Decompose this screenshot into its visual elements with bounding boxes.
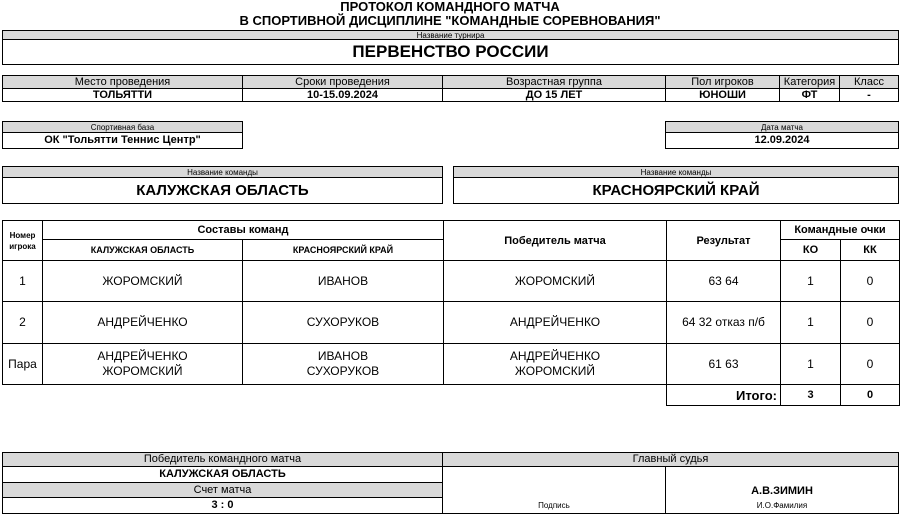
- signature-label: Подпись: [538, 501, 570, 510]
- result-header: Результат: [667, 221, 781, 261]
- venue-label: Спортивная база: [2, 121, 243, 133]
- match-score-label: Счет матча: [2, 482, 443, 498]
- match-winner: АНДРЕЙЧЕНКО ЖОРОМСКИЙ: [444, 344, 667, 385]
- match-result: 61 63: [667, 344, 781, 385]
- judge-name-box: [665, 466, 899, 514]
- gender-label: Пол игроков: [665, 75, 780, 89]
- class-label: Класс: [839, 75, 899, 89]
- category-label: Категория: [779, 75, 840, 89]
- dates-label: Сроки проведения: [242, 75, 443, 89]
- kk-header: КК: [841, 240, 900, 261]
- team2-label: Название команды: [453, 166, 899, 178]
- total-kk: 0: [841, 385, 900, 406]
- team-winner-label: Победитель командного матча: [2, 452, 443, 467]
- totals-row: [3, 385, 900, 406]
- team1-player: ЖОРОМСКИЙ: [43, 261, 243, 302]
- age-value: ДО 15 ЛЕТ: [442, 88, 666, 102]
- winner-header: Победитель матча: [444, 221, 667, 261]
- protocol-title-line2: В СПОРТИВНОЙ ДИСЦИПЛИНЕ "КОМАНДНЫЕ СОРЕВНОВАНИЯ": [239, 13, 661, 28]
- judge-name-caption: И.О.Фамилия: [756, 501, 808, 510]
- team-winner-value: КАЛУЖСКАЯ ОБЛАСТЬ: [2, 466, 443, 483]
- age-label: Возрастная группа: [442, 75, 666, 89]
- kk-value: 0: [841, 344, 900, 385]
- roster-team2-header: КРАСНОЯРСКИЙ КРАЙ: [243, 240, 444, 261]
- place-label: Место проведения: [2, 75, 243, 89]
- match-score-value: 3 : 0: [2, 497, 443, 514]
- table-row: [3, 261, 900, 302]
- kk-value: 0: [841, 302, 900, 344]
- roster-team1-header: КАЛУЖСКАЯ ОБЛАСТЬ: [43, 240, 243, 261]
- signature-box: [442, 466, 666, 514]
- player-number: 1: [3, 261, 43, 302]
- results-table: [2, 220, 900, 406]
- team2-pair: ИВАНОВ СУХОРУКОВ: [243, 344, 444, 385]
- class-value: -: [839, 88, 899, 102]
- match-result: 63 64: [667, 261, 781, 302]
- ko-header: КО: [781, 240, 841, 261]
- match-date-value: 12.09.2024: [665, 132, 899, 149]
- dates-value: 10-15.09.2024: [242, 88, 443, 102]
- tournament-label: Название турнира: [2, 30, 899, 40]
- team1-name: КАЛУЖСКАЯ ОБЛАСТЬ: [2, 177, 443, 204]
- team2-player: СУХОРУКОВ: [243, 302, 444, 344]
- team2-player: ИВАНОВ: [243, 261, 444, 302]
- team1-pair: АНДРЕЙЧЕНКО ЖОРОМСКИЙ: [43, 344, 243, 385]
- match-result: 64 32 отказ п/б: [667, 302, 781, 344]
- rosters-header: Составы команд: [43, 221, 444, 240]
- kk-value: 0: [841, 261, 900, 302]
- match-date-label: Дата матча: [665, 121, 899, 133]
- team2-name: КРАСНОЯРСКИЙ КРАЙ: [453, 177, 899, 204]
- table-row-pair: [3, 344, 900, 385]
- tournament-name: ПЕРВЕНСТВО РОССИИ: [2, 39, 899, 65]
- venue-value: ОК "Тольятти Теннис Центр": [2, 132, 243, 149]
- player-number: Пара: [3, 344, 43, 385]
- player-number-header: Номер игрока: [3, 221, 43, 261]
- protocol-title-line1: ПРОТОКОЛ КОМАНДНОГО МАТЧА: [340, 0, 560, 14]
- total-ko: 3: [781, 385, 841, 406]
- judge-name: А.В.ЗИМИН: [751, 485, 813, 497]
- ko-value: 1: [781, 302, 841, 344]
- gender-value: ЮНОШИ: [665, 88, 780, 102]
- total-label: Итого:: [667, 385, 781, 406]
- place-value: ТОЛЬЯТТИ: [2, 88, 243, 102]
- chief-judge-label: Главный судья: [442, 452, 899, 467]
- match-winner: ЖОРОМСКИЙ: [444, 261, 667, 302]
- team1-player: АНДРЕЙЧЕНКО: [43, 302, 243, 344]
- ko-value: 1: [781, 261, 841, 302]
- table-row: [3, 302, 900, 344]
- match-winner: АНДРЕЙЧЕНКО: [444, 302, 667, 344]
- team1-label: Название команды: [2, 166, 443, 178]
- ko-value: 1: [781, 344, 841, 385]
- team-points-header: Командные очки: [781, 221, 900, 240]
- player-number: 2: [3, 302, 43, 344]
- category-value: ФТ: [779, 88, 840, 102]
